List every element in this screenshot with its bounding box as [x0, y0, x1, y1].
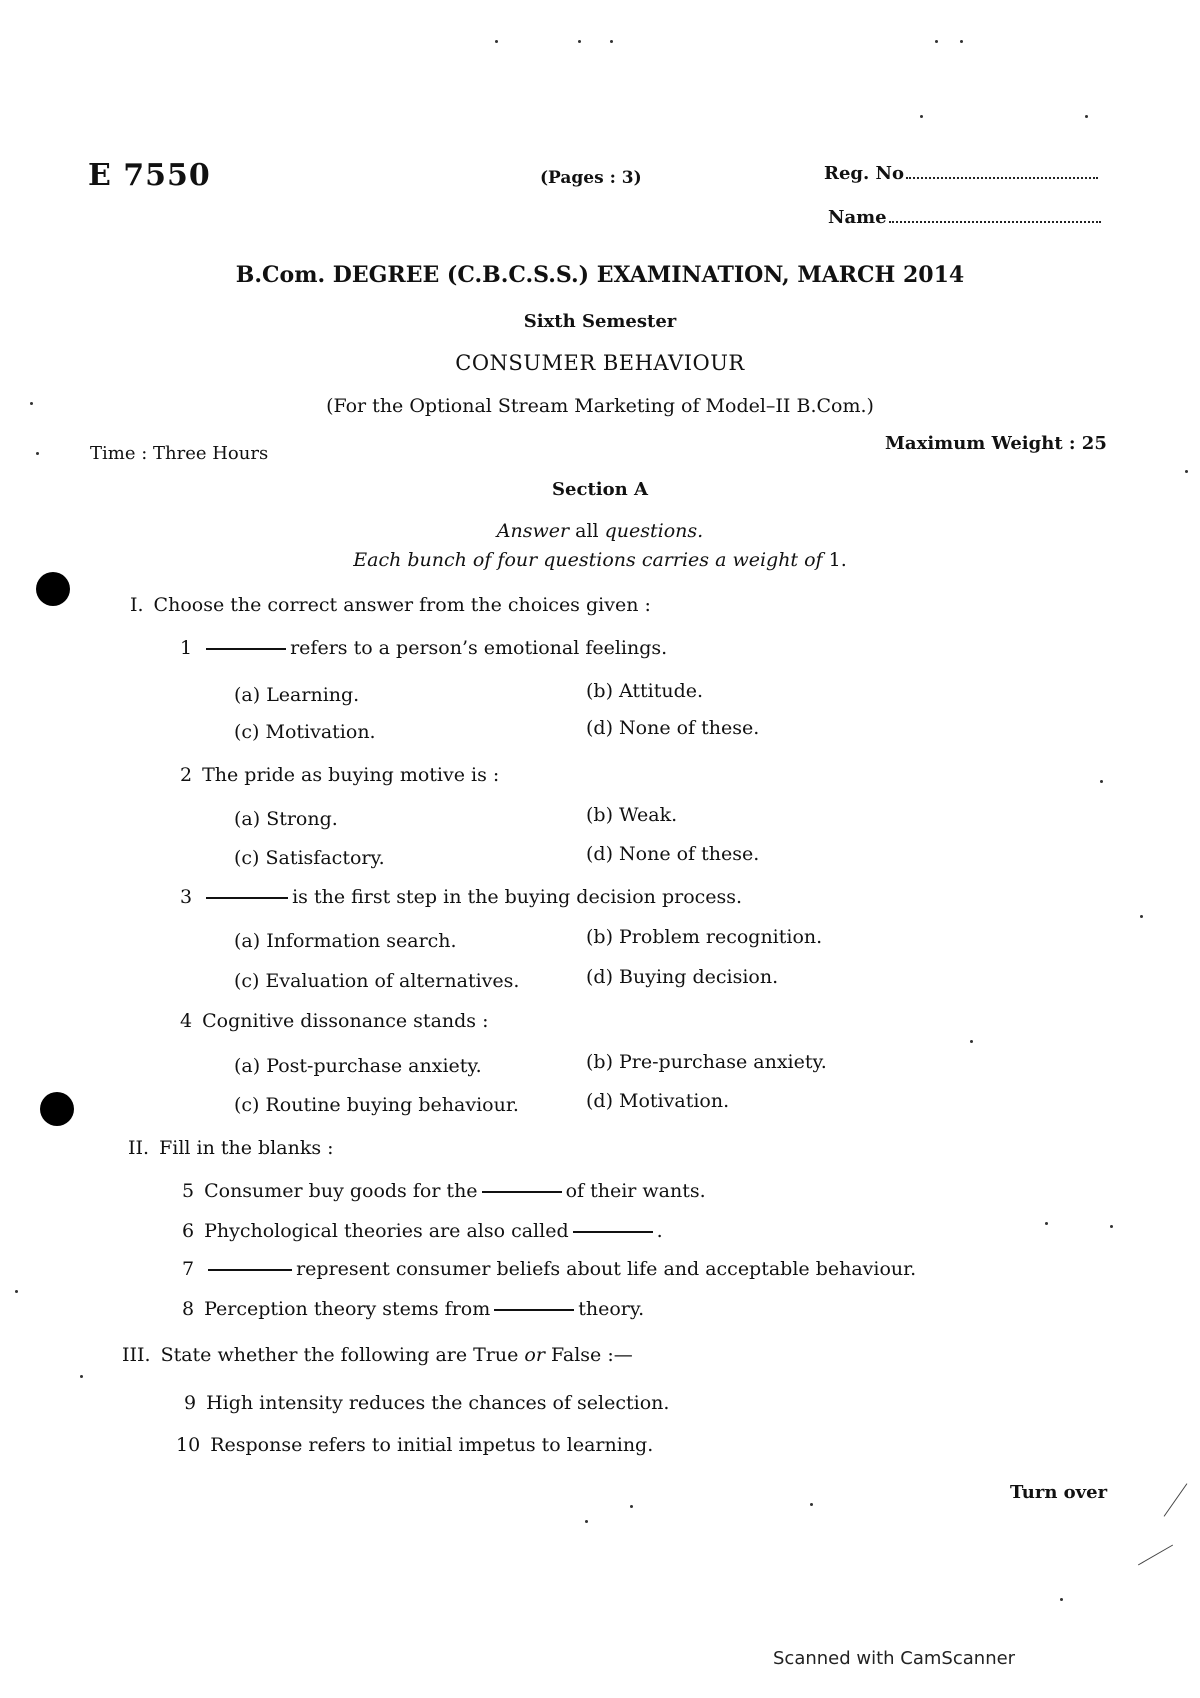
scan-speck	[960, 40, 963, 43]
question-1: 1 refers to a person’s emotional feelings.	[180, 637, 668, 659]
punch-hole-bottom	[40, 1092, 74, 1126]
part-III-heading: III. State whether the following are True or False :—	[122, 1344, 633, 1366]
exam-title: B.Com. DEGREE (C.B.C.S.S.) EXAMINATION, MARCH 2014	[235, 262, 965, 288]
answer-blank	[573, 1231, 653, 1233]
q2-option-c: (c) Satisfactory.	[234, 847, 385, 869]
q2-option-b: (b) Weak.	[586, 804, 678, 826]
q3-option-c: (c) Evaluation of alternatives.	[234, 970, 520, 992]
scan-speck	[15, 1290, 18, 1293]
scan-speck	[610, 40, 613, 43]
scan-speck	[1045, 1222, 1048, 1225]
part-II-heading: II. Fill in the blanks :	[128, 1137, 334, 1159]
scan-speck	[1110, 1225, 1113, 1228]
scan-speck	[80, 1375, 83, 1378]
q1-option-b: (b) Attitude.	[586, 680, 704, 702]
question-4: 4 Cognitive dissonance stands :	[180, 1010, 489, 1032]
reg-no-field	[824, 163, 1098, 184]
scan-speck	[495, 40, 498, 43]
question-7: 7 represent consumer beliefs about life and acceptable behaviour.	[182, 1258, 917, 1280]
q4-option-a: (a) Post-purchase anxiety.	[234, 1055, 482, 1077]
scan-speck	[935, 40, 938, 43]
scan-speck	[1060, 1598, 1063, 1601]
page-curl-mark	[1164, 1483, 1188, 1516]
answer-blank	[206, 897, 288, 899]
max-weight: Maximum Weight : 25	[885, 433, 1107, 454]
answer-blank	[206, 648, 286, 650]
q3-option-b: (b) Problem recognition.	[586, 926, 823, 948]
scan-speck	[1140, 915, 1143, 918]
question-3: 3 is the first step in the buying decision process.	[180, 886, 743, 908]
reg-no-blank	[906, 177, 1098, 179]
scan-speck	[630, 1505, 633, 1508]
q1-option-c: (c) Motivation.	[234, 721, 376, 743]
scan-speck	[920, 115, 923, 118]
scan-speck	[36, 452, 39, 455]
q4-option-d: (d) Motivation.	[586, 1090, 730, 1112]
punch-hole-top	[36, 572, 70, 606]
instruction-line-1: Answer all questions.	[496, 520, 704, 542]
q1-option-a: (a) Learning.	[234, 684, 360, 706]
scan-speck	[578, 40, 581, 43]
question-6: 6 Phychological theories are also called .	[182, 1220, 663, 1242]
course-name: CONSUMER BEHAVIOUR	[455, 351, 745, 375]
scan-speck	[1085, 115, 1088, 118]
exam-duration: Time : Three Hours	[90, 443, 269, 464]
scan-speck	[585, 1520, 588, 1523]
part-I-heading: I. Choose the correct answer from the choices given :	[130, 594, 651, 616]
name-field	[828, 207, 1101, 228]
scanner-watermark: Scanned with CamScanner	[773, 1648, 1016, 1669]
question-10: 10 Response refers to initial impetus to learning.	[176, 1434, 654, 1456]
question-2: 2 The pride as buying motive is :	[180, 764, 500, 786]
scan-speck	[970, 1040, 973, 1043]
instruction-line-2: Each bunch of four questions carries a weight of 1.	[353, 549, 847, 571]
paper-code: E 7550	[88, 158, 211, 193]
page-curl-mark	[1138, 1545, 1173, 1566]
stream-note: (For the Optional Stream Marketing of Model–II B.Com.)	[326, 395, 874, 417]
q3-option-d: (d) Buying decision.	[586, 966, 779, 988]
q2-option-d: (d) None of these.	[586, 843, 760, 865]
scan-speck	[1100, 780, 1103, 783]
q2-option-a: (a) Strong.	[234, 808, 338, 830]
turn-over-note: Turn over	[1010, 1482, 1108, 1503]
answer-blank	[482, 1191, 562, 1193]
name-blank	[889, 221, 1101, 223]
question-8: 8 Perception theory stems from theory.	[182, 1298, 645, 1320]
section-title: Section A	[552, 479, 648, 500]
name-label: Name	[828, 207, 887, 228]
scan-speck	[1185, 470, 1188, 473]
answer-blank	[494, 1309, 574, 1311]
scan-speck	[810, 1503, 813, 1506]
semester: Sixth Semester	[523, 311, 677, 332]
q4-option-c: (c) Routine buying behaviour.	[234, 1094, 519, 1116]
q3-option-a: (a) Information search.	[234, 930, 457, 952]
question-9: 9 High intensity reduces the chances of selection.	[184, 1392, 670, 1414]
reg-no-label: Reg. No	[824, 163, 904, 184]
answer-blank	[208, 1269, 292, 1271]
question-5: 5 Consumer buy goods for the of their wants.	[182, 1180, 706, 1202]
page-count: (Pages : 3)	[540, 168, 642, 188]
q1-option-d: (d) None of these.	[586, 717, 760, 739]
q4-option-b: (b) Pre-purchase anxiety.	[586, 1051, 827, 1073]
